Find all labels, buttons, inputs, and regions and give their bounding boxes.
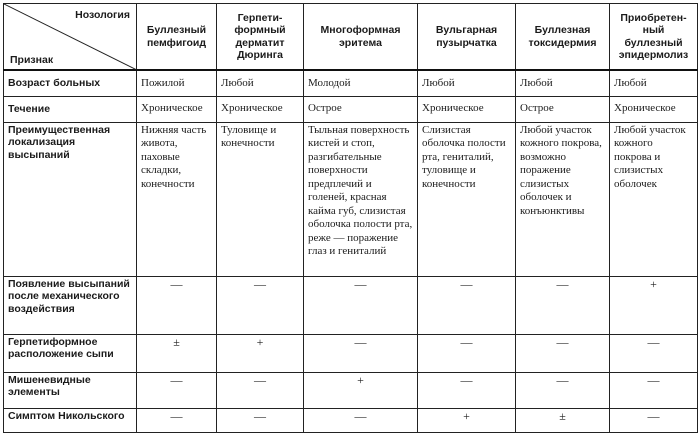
- row-label: Герпетиформное расположение сыпи: [4, 334, 137, 372]
- table-cell: —: [304, 408, 418, 432]
- table-cell: Пожилой: [137, 70, 217, 96]
- table-cell: +: [304, 372, 418, 408]
- table-cell: —: [217, 372, 304, 408]
- header-row: [4, 4, 698, 71]
- table-cell: Любой участок кожного покрова, возможно поражение слизистых оболочек и конъюнктивы: [516, 122, 610, 276]
- table-cell: —: [418, 276, 516, 334]
- row-label: Преимущественная локализация высыпаний: [4, 122, 137, 276]
- table-cell: —: [516, 372, 610, 408]
- comparison-table-container: [3, 3, 698, 433]
- table-cell: Хроническое: [217, 96, 304, 122]
- column-header: Буллезный пемфигоид: [137, 4, 217, 71]
- row-label: Симптом Никольского: [4, 408, 137, 432]
- row-label: Появление высыпаний после механического воздействия: [4, 276, 137, 334]
- table-cell: Острое: [304, 96, 418, 122]
- table-cell: —: [137, 372, 217, 408]
- table-cell: —: [137, 408, 217, 432]
- table-cell: —: [610, 372, 698, 408]
- table-cell: —: [304, 276, 418, 334]
- table-cell: Хроническое: [418, 96, 516, 122]
- table-cell: Слизистая оболочка полости рта, гениталий, туловище и конечности: [418, 122, 516, 276]
- table-row: [4, 122, 698, 276]
- nosology-label: Нозология: [75, 9, 130, 21]
- table-cell: Любой: [217, 70, 304, 96]
- table-cell: Любой: [516, 70, 610, 96]
- table-cell: Любой участок кожного покрова и слизистых оболочек: [610, 122, 698, 276]
- column-header: Приобретен-ный буллезный эпидермолиз: [610, 4, 698, 71]
- table-row: [4, 372, 698, 408]
- table-cell: Молодой: [304, 70, 418, 96]
- table-cell: Тыльная поверхность кистей и стоп, разгибательные поверхности предплечий и голеней, красная кайма губ, слизистая оболочка полости рта, реже — поражение глаз и гениталий: [304, 122, 418, 276]
- table-row: [4, 276, 698, 334]
- row-label: Мишеневидные элементы: [4, 372, 137, 408]
- table-row: [4, 334, 698, 372]
- column-header: Вульгарная пузырчатка: [418, 4, 516, 71]
- table-cell: ±: [516, 408, 610, 432]
- table-cell: —: [418, 372, 516, 408]
- table-cell: Любой: [418, 70, 516, 96]
- table-cell: —: [304, 334, 418, 372]
- column-header: Многоформная эритема: [304, 4, 418, 71]
- table-cell: —: [137, 276, 217, 334]
- table-row: [4, 96, 698, 122]
- header-corner-cell: [4, 4, 137, 71]
- table-cell: +: [610, 276, 698, 334]
- table-cell: Нижняя часть живота, паховые складки, конечности: [137, 122, 217, 276]
- table-cell: Хроническое: [610, 96, 698, 122]
- table-cell: +: [418, 408, 516, 432]
- table-cell: —: [217, 408, 304, 432]
- table-cell: Любой: [610, 70, 698, 96]
- table-cell: —: [217, 276, 304, 334]
- table-cell: —: [516, 276, 610, 334]
- table-cell: —: [418, 334, 516, 372]
- column-header: Герпети-формный дерматит Дюринга: [217, 4, 304, 71]
- table-cell: Туловище и конечности: [217, 122, 304, 276]
- table-cell: —: [610, 334, 698, 372]
- row-label: Возраст больных: [4, 70, 137, 96]
- table-cell: —: [610, 408, 698, 432]
- table-cell: +: [217, 334, 304, 372]
- table-cell: Хроническое: [137, 96, 217, 122]
- table-cell: —: [516, 334, 610, 372]
- table-row: [4, 408, 698, 432]
- nosology-comparison-table: [3, 3, 698, 433]
- row-label: Течение: [4, 96, 137, 122]
- column-header: Буллезная токсидермия: [516, 4, 610, 71]
- table-cell: ±: [137, 334, 217, 372]
- table-row: [4, 70, 698, 96]
- sign-label: Признак: [10, 53, 54, 66]
- table-cell: Острое: [516, 96, 610, 122]
